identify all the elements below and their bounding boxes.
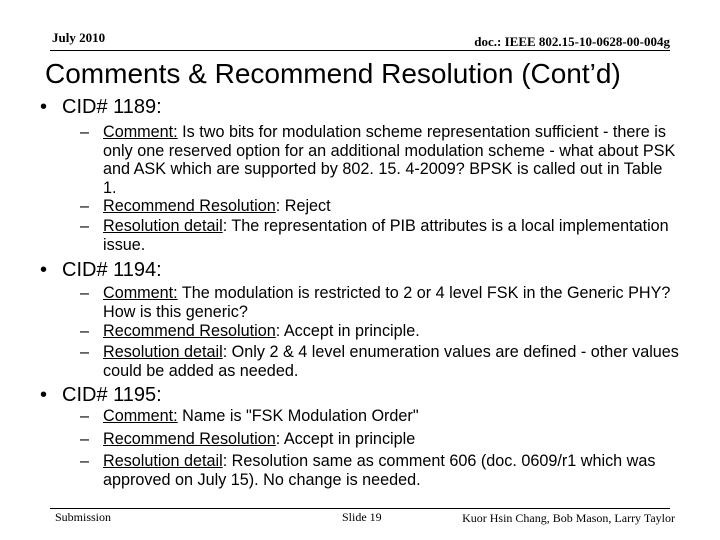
footer-divider <box>50 508 670 509</box>
cid-1194-detail <box>80 343 680 380</box>
cid-label: CID# 1195: <box>62 384 162 406</box>
cid-1195-detail <box>80 452 680 489</box>
recommend-label: Recommend Resolution <box>103 430 276 448</box>
recommend-label: Recommend Resolution <box>103 322 276 340</box>
detail-label: Resolution detail <box>103 217 223 235</box>
comment-label: Comment: <box>103 407 178 425</box>
dash-glyph: – <box>80 197 90 215</box>
dash-glyph: – <box>80 430 90 448</box>
cid-1194-recommend <box>80 322 680 341</box>
dash-glyph: – <box>80 452 90 470</box>
footer-authors: Kuor Hsin Chang, Bob Mason, Larry Taylor <box>462 511 675 525</box>
cid-bullet-1189 <box>40 96 162 119</box>
header-date: July 2010 <box>52 30 106 45</box>
cid-bullet-1195 <box>40 384 162 407</box>
comment-label: Comment: <box>103 123 178 141</box>
detail-label: Resolution detail <box>103 343 223 361</box>
recommend-text: : Accept in principle <box>275 430 416 448</box>
cid-1195-comment <box>80 407 680 426</box>
dash-glyph: – <box>80 322 90 340</box>
recommend-text: : Reject <box>275 197 331 215</box>
recommend-label: Recommend Resolution <box>103 197 276 215</box>
cid-bullet-1194 <box>40 259 162 282</box>
footer-slide-number: Slide 19 <box>342 510 382 524</box>
recommend-text: : Accept in principle. <box>275 322 420 340</box>
cid-1195-recommend <box>80 430 680 449</box>
bullet-glyph: • <box>40 259 48 281</box>
comment-text: The modulation is restricted to 2 or 4 level FSK in the Generic PHY? How is this generic? <box>103 284 671 321</box>
cid-1189-comment <box>80 123 680 197</box>
cid-1189-detail <box>80 217 680 254</box>
dash-glyph: – <box>80 343 90 361</box>
slide-title: Comments & Recommend Resolution (Cont’d) <box>45 58 621 89</box>
detail-text: : Only 2 & 4 level enumeration values are defined - other values could be added as needed. <box>103 343 679 380</box>
dash-glyph: – <box>80 217 90 235</box>
comment-text: Is two bits for modulation scheme representation sufficient - there is only one reserved option for an additional modulation scheme - what about PSK and ASK which are supported by 802. 15. 4-2009? BPSK is called out in Table 1. <box>103 123 676 197</box>
footer-submission: Submission <box>55 510 112 524</box>
bullet-glyph: • <box>40 96 48 118</box>
detail-text: : Resolution same as comment 606 (doc. 0609/r1 which was approved on July 15). No change is needed. <box>103 452 656 489</box>
dash-glyph: – <box>80 123 90 141</box>
bullet-glyph: • <box>40 384 48 406</box>
comment-label: Comment: <box>103 284 178 302</box>
detail-label: Resolution detail <box>103 452 223 470</box>
cid-1194-comment <box>80 284 680 321</box>
cid-label: CID# 1189: <box>62 96 162 118</box>
header-doc-id: doc.: IEEE 802.15-10-0628-00-004g <box>474 34 670 49</box>
dash-glyph: – <box>80 407 90 425</box>
header-divider <box>50 50 670 51</box>
cid-label: CID# 1194: <box>62 259 162 281</box>
dash-glyph: – <box>80 284 90 302</box>
comment-text: Name is "FSK Modulation Order" <box>177 407 419 425</box>
cid-1189-recommend <box>80 197 680 216</box>
detail-text: : The representation of PIB attributes is a local implementation issue. <box>103 217 669 254</box>
